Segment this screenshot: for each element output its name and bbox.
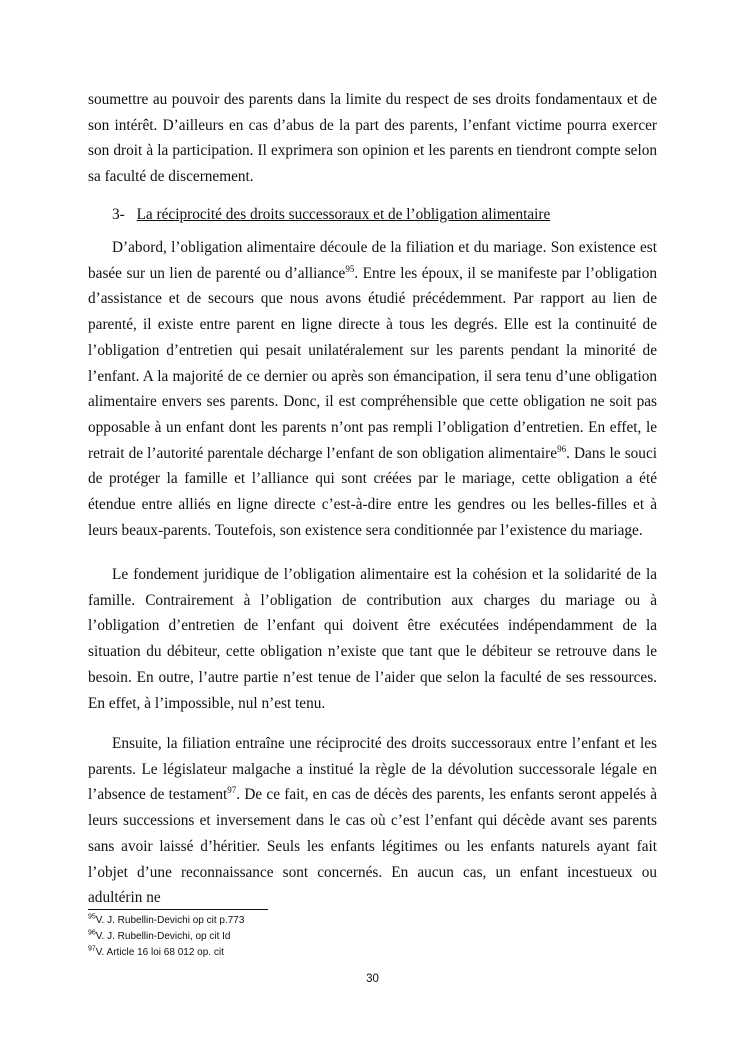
paragraph-2 [88,235,657,543]
paragraph-2-part-c: . Dans le souci de protéger la famille et l’alliance qui sont créées par le mariage, cette obligation a été étendue entre alliés en ligne directe c’est-à-dire entre les gendres ou les belles-filles et à leurs beaux-parents. Toutefois, son existence sera conditionnée par l’existence du mariage. [88,444,657,539]
footnote-text: V. Article 16 loi 68 012 op. cit [95,947,224,958]
footnote-ref-95: 95 [345,263,355,274]
footnote-text: V. J. Rubellin-Devichi op cit p.773 [95,915,245,926]
footnote-96 [88,929,244,945]
paragraph-4 [88,731,657,911]
paragraph-2-text [88,235,657,543]
paragraph-3 [88,562,657,716]
footnotes [88,913,244,961]
footnote-95 [88,913,244,929]
paragraph-4-text [88,731,657,911]
section-number: 3- [112,206,125,223]
footnote-ref-97: 97 [227,785,237,796]
section-title: La réciprocité des droits successoraux et de l’obligation alimentaire [136,206,551,223]
paragraph-4-part-b: . De ce fait, en cas de décès des parents, les enfants seront appelés à leurs successions et inversement dans le cas où c’est l’enfant qui décède avant ses parents sans avoir laissé d’héritier. Seuls les enfants légitimes ou les enfants naturels ayant fait l’objet d’une reconnaissance sont concernés. En aucun cas, un enfant incestueux ou adultérin ne [88,786,657,907]
footnote-text: V. J. Rubellin-Devichi, op cit Id [95,931,231,942]
footnote-97 [88,945,244,961]
footnote-separator [88,909,268,910]
paragraph-2-part-a: D’abord, l’obligation alimentaire découle de la filiation et du mariage. Son existence est basée sur un lien de parenté ou d’alliance [88,239,657,282]
footnote-number: 96 [88,929,96,937]
paragraph-3-text: Le fondement juridique de l’obligation alimentaire est la cohésion et la solidarité de la famille. Contrairement à l’obligation de contribution aux charges du mariage ou à l’obligation d’entretien de l’enfant qui doivent être exécutées indépendamment de la situation du débiteur, cette obligation n’existe que tant que le débiteur se retrouve dans le besoin. En outre, l’autre partie n’est tenue de l’aider que selon la faculté de ses ressources. En effet, à l’impossible, nul n’est tenu. [88,566,657,712]
footnote-ref-96: 96 [557,443,567,454]
section-heading [112,202,550,228]
footnote-number: 97 [88,945,96,953]
paragraph-1 [88,87,657,190]
paragraph-4-part-a: Ensuite, la filiation entraîne une réciprocité des droits successoraux entre l’enfant et les parents. Le législateur malgache a institué la règle de la dévolution successorale légale en l’absence de testament [88,735,657,804]
paragraph-1-text: soumettre au pouvoir des parents dans la limite du respect de ses droits fondamentaux et de son intérêt. D’ailleurs en cas d’abus de la part des parents, l’enfant victime pourra exercer son droit à la participation. Il exprimera son opinion et les parents en tiendront compte selon sa faculté de discernement. [88,91,657,186]
footnote-number: 95 [88,913,96,921]
page-number: 30 [366,973,379,985]
paragraph-2-part-b: . Entre les époux, il se manifeste par l’obligation d’assistance et de secours que nous avons étudié précédemment. Par rapport au lien de parenté, il existe entre parent en ligne directe à tous les degrés. Elle est la continuité de l’obligation d’entretien qui pesait unilatéralement sur les parents pendant la minorité de l’enfant. A la majorité de ce dernier ou après son émancipation, il sera tenu d’une obligation alimentaire envers ses parents. Donc, il est compréhensible que cette obligation ne soit pas opposable à un enfant dont les parents n’ont pas rempli l’obligation d’entretien. En effet, le retrait de l’autorité parentale décharge l’enfant de son obligation alimentaire [88,264,657,462]
